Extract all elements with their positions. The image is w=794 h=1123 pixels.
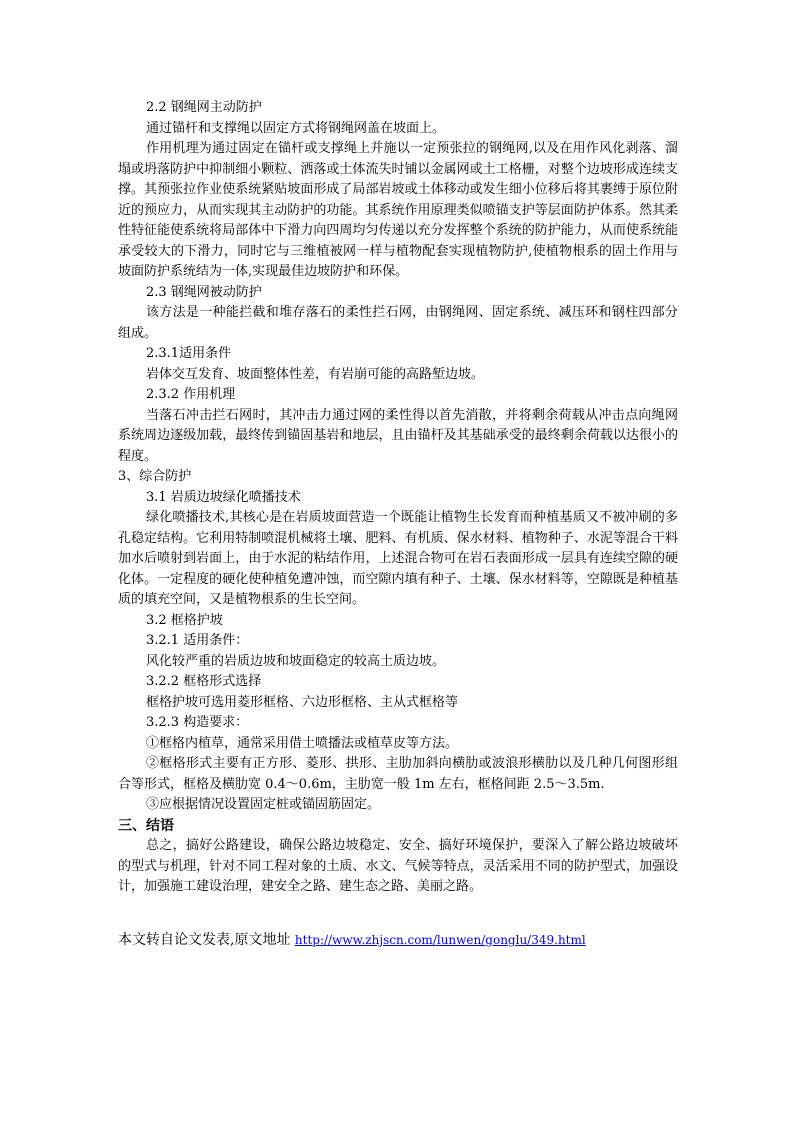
paragraph: 作用机理为通过固定在锚杆或支撑绳上并施以一定预张拉的钢绳网,以及在用作风化剥落、溜塌或坍落防护中抑制细小颗粒、洒落或土体流失时铺以金属网或土工格栅，对整个边坡形成连续支撑。其预张拉作业使系统紧贴坡面形成了局部岩坡或土体移动或发生细小位移后将其裹缚于原位附近的预应力，从而实现其主动防护的功能。其系统作用原理类似喷锚支护等层面防护体系。然其柔性特征能使系统将局部体中下滑力向四周均匀传递以充分发挥整个系统的防护能力，从而使系统能承受较大的下滑力，同时它与三维植被网一样与植物配套实现植物防护,使植物根系的固土作用与坡面防护系统结为一体,实现最佳边坡防护和环保。 [118,141,678,279]
section-heading: 三、结语 [118,817,174,834]
subsection-heading: 2.3.2 作用机理 [146,387,236,402]
subsection-heading: 3.2 框格护坡 [146,612,223,628]
subsection-heading: 2.3.1适用条件 [146,346,232,361]
paragraph: 当落石冲击拦石网时，其冲击力通过网的柔性得以首先消散，并将剩余荷载从冲击点向绳网系统周边逐级加载，最终传到锚固基岩和地层，且由锚杆及其基础承受的最终剩余荷载以达很小的程度。 [118,407,678,464]
source-link[interactable]: http://www.zhjscn.com/lunwen/gonglu/349.html [294,933,586,947]
subsection-heading: 3.2.2 框格形式选择 [146,674,262,689]
subsection-heading: 3.2.1 适用条件： [146,633,249,648]
paragraph: 通过锚杆和支撑绳以固定方式将钢绳网盖在坡面上。 [146,120,446,136]
source-prefix: 本文转自论文发表,原文地址 [118,932,291,948]
subsection-heading: 3、综合防护 [118,469,192,484]
subsection-heading: 3.2.3 构造要求： [146,715,249,730]
paragraph: 风化较严重的岩质边坡和坡面稳定的较高土质边坡。 [146,653,446,669]
paragraph: 绿化喷播技术,其核心是在岩质坡面营造一个既能让植物生长发育而种植基质又不被冲刷的多孔稳定结构。它利用特制喷混机械将土壤、肥料、有机质、保水材料、植物种子、水泥等混合干料加水后喷射到岩面上，由于水泥的粘结作用，上述混合物可在岩石表面形成一层具有连续空隙的硬化体。一定程度的硬化使种植免遭冲蚀，而空隙内填有种子、土壤、保水材料等，空隙既是种植基质的填充空间，又是植物根系的生长空间。 [118,510,678,607]
document-body [118,98,678,898]
paragraph: ③应根据情况设置固定桩或锚固筋固定。 [146,797,381,812]
paragraph: 该方法是一种能拦截和堆存落石的柔性拦石网，由钢绳网、固定系统、减压环和钢柱四部分组成。 [118,305,678,341]
subsection-heading: 2.3 钢绳网被动防护 [146,284,262,300]
paragraph: 框格护坡可选用菱形框格、六边形框格、主从式框格等 [146,694,459,710]
paragraph: 总之，搞好公路建设，确保公路边坡稳定、安全、搞好环境保护，要深入了解公路边坡破坏的型式与机理，针对不同工程对象的土质、水文、气候等特点，灵活采用不同的防护型式，加强设计，加强施工建设治理，建安全之路、建生态之路、美丽之路。 [118,838,678,894]
source-line [118,930,718,950]
subsection-heading: 2.2 钢绳网主动防护 [146,100,262,115]
paragraph: ②框格形式主要有正方形、菱形、拱形、主肋加斜向横肋或波浪形横肋以及几种几何图形组合等形式，框格及横肋宽 0.4～0.6m，主肋宽一般 1m 左右，框格间距 2.5～3.5m. [118,756,678,792]
paragraph: ①框格内植草，通常采用借土喷播法或植草皮等方法。 [146,735,459,751]
paragraph: 岩体交互发育、坡面整体性差，有岩崩可能的高路堑边坡。 [146,366,485,382]
subsection-heading: 3.1 岩质边坡绿化喷播技术 [146,489,301,505]
